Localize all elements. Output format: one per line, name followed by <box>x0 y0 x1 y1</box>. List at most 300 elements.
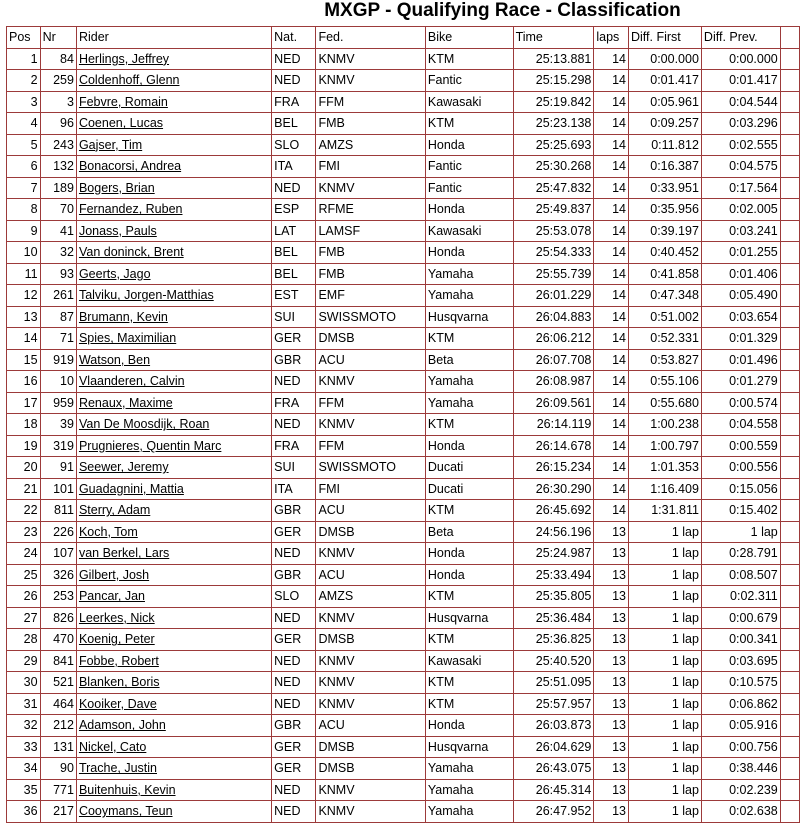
cell-nat: NED <box>272 414 316 436</box>
rider-link[interactable]: Fernandez, Ruben <box>76 199 271 221</box>
cell-diff-prev: 0:03.296 <box>701 113 780 135</box>
cell-pos: 15 <box>7 349 41 371</box>
table-row <box>7 715 800 737</box>
cell-nr: 101 <box>40 478 76 500</box>
cell-bike: Beta <box>425 349 513 371</box>
cell-pos: 26 <box>7 586 41 608</box>
cell-time: 26:15.234 <box>513 457 594 479</box>
table-row <box>7 414 800 436</box>
cell-pos: 11 <box>7 263 41 285</box>
cell-extra <box>780 564 799 586</box>
results-body <box>7 48 800 822</box>
cell-diff-first: 1:31.811 <box>628 500 701 522</box>
cell-laps: 13 <box>594 715 629 737</box>
cell-fed: KNMV <box>316 371 425 393</box>
cell-diff-prev: 0:01.496 <box>701 349 780 371</box>
cell-fed: FFM <box>316 435 425 457</box>
cell-bike: Yamaha <box>425 392 513 414</box>
cell-fed: KNMV <box>316 779 425 801</box>
cell-diff-first: 0:09.257 <box>628 113 701 135</box>
cell-diff-prev: 0:01.406 <box>701 263 780 285</box>
table-row <box>7 758 800 780</box>
rider-link[interactable]: van Berkel, Lars <box>76 543 271 565</box>
cell-diff-first: 1 lap <box>628 543 701 565</box>
cell-diff-prev: 0:15.056 <box>701 478 780 500</box>
cell-nat: SLO <box>272 586 316 608</box>
cell-nat: ITA <box>272 478 316 500</box>
cell-nr: 90 <box>40 758 76 780</box>
cell-nat: BEL <box>272 263 316 285</box>
cell-diff-first: 0:53.827 <box>628 349 701 371</box>
rider-link[interactable]: Koenig, Peter <box>76 629 271 651</box>
table-row <box>7 349 800 371</box>
cell-bike: Yamaha <box>425 263 513 285</box>
cell-diff-prev: 0:00.556 <box>701 457 780 479</box>
cell-fed: SWISSMOTO <box>316 457 425 479</box>
cell-fed: ACU <box>316 500 425 522</box>
cell-diff-prev: 0:01.279 <box>701 371 780 393</box>
table-row <box>7 607 800 629</box>
cell-nat: NED <box>272 779 316 801</box>
cell-pos: 14 <box>7 328 41 350</box>
cell-nr: 959 <box>40 392 76 414</box>
cell-pos: 28 <box>7 629 41 651</box>
header-diff-first: Diff. First <box>628 27 701 49</box>
cell-extra <box>780 478 799 500</box>
rider-link[interactable]: Coenen, Lucas <box>76 113 271 135</box>
cell-diff-prev: 0:02.311 <box>701 586 780 608</box>
table-row <box>7 306 800 328</box>
cell-nat: ESP <box>272 199 316 221</box>
cell-pos: 13 <box>7 306 41 328</box>
table-row <box>7 543 800 565</box>
cell-nr: 243 <box>40 134 76 156</box>
rider-link[interactable]: Kooiker, Dave <box>76 693 271 715</box>
cell-bike: Husqvarna <box>425 607 513 629</box>
cell-nr: 826 <box>40 607 76 629</box>
table-row <box>7 672 800 694</box>
cell-diff-prev: 0:02.239 <box>701 779 780 801</box>
cell-diff-prev: 0:01.255 <box>701 242 780 264</box>
rider-link[interactable]: Watson, Ben <box>76 349 271 371</box>
cell-extra <box>780 177 799 199</box>
cell-nat: NED <box>272 672 316 694</box>
cell-diff-first: 1 lap <box>628 736 701 758</box>
rider-link[interactable]: Van De Moosdijk, Roan <box>76 414 271 436</box>
table-row <box>7 371 800 393</box>
page-title: MXGP - Qualifying Race - Classification <box>324 0 681 21</box>
cell-pos: 3 <box>7 91 41 113</box>
cell-diff-prev: 0:02.638 <box>701 801 780 823</box>
rider-link[interactable]: Renaux, Maxime <box>76 392 271 414</box>
cell-time: 26:04.883 <box>513 306 594 328</box>
cell-fed: ACU <box>316 564 425 586</box>
cell-diff-prev: 0:02.555 <box>701 134 780 156</box>
cell-laps: 14 <box>594 113 629 135</box>
header-fed: Fed. <box>316 27 425 49</box>
rider-link[interactable]: Coldenhoff, Glenn <box>76 70 271 92</box>
cell-extra <box>780 371 799 393</box>
cell-diff-prev: 0:28.791 <box>701 543 780 565</box>
cell-diff-first: 0:51.002 <box>628 306 701 328</box>
cell-diff-first: 1 lap <box>628 607 701 629</box>
cell-nat: NED <box>272 693 316 715</box>
header-laps: laps <box>594 27 629 49</box>
cell-laps: 13 <box>594 521 629 543</box>
rider-link[interactable]: Talviku, Jorgen-Matthias <box>76 285 271 307</box>
cell-nat: FRA <box>272 392 316 414</box>
cell-diff-prev: 0:05.916 <box>701 715 780 737</box>
rider-link[interactable]: Jonass, Pauls <box>76 220 271 242</box>
cell-bike: Fantic <box>425 177 513 199</box>
cell-time: 26:30.290 <box>513 478 594 500</box>
cell-extra <box>780 650 799 672</box>
cell-nr: 132 <box>40 156 76 178</box>
cell-extra <box>780 242 799 264</box>
cell-time: 25:23.138 <box>513 113 594 135</box>
rider-link[interactable]: Guadagnini, Mattia <box>76 478 271 500</box>
cell-nat: SUI <box>272 306 316 328</box>
cell-extra <box>780 220 799 242</box>
cell-diff-first: 0:00.000 <box>628 48 701 70</box>
cell-pos: 34 <box>7 758 41 780</box>
header-pos: Pos <box>7 27 41 49</box>
cell-time: 26:14.678 <box>513 435 594 457</box>
cell-laps: 14 <box>594 199 629 221</box>
table-row <box>7 48 800 70</box>
cell-time: 26:47.952 <box>513 801 594 823</box>
cell-pos: 27 <box>7 607 41 629</box>
cell-nat: GBR <box>272 500 316 522</box>
cell-bike: Kawasaki <box>425 220 513 242</box>
cell-nat: GBR <box>272 715 316 737</box>
cell-nat: GER <box>272 736 316 758</box>
cell-fed: RFME <box>316 199 425 221</box>
cell-fed: DMSB <box>316 629 425 651</box>
cell-diff-prev: 0:00.756 <box>701 736 780 758</box>
cell-diff-first: 0:52.331 <box>628 328 701 350</box>
cell-nr: 811 <box>40 500 76 522</box>
cell-diff-prev: 0:03.654 <box>701 306 780 328</box>
rider-link[interactable]: Gilbert, Josh <box>76 564 271 586</box>
cell-pos: 21 <box>7 478 41 500</box>
rider-link[interactable]: Leerkes, Nick <box>76 607 271 629</box>
cell-fed: ACU <box>316 715 425 737</box>
cell-nat: GBR <box>272 564 316 586</box>
cell-fed: DMSB <box>316 758 425 780</box>
rider-link[interactable]: Cooymans, Teun <box>76 801 271 823</box>
rider-link[interactable]: Gajser, Tim <box>76 134 271 156</box>
cell-nr: 521 <box>40 672 76 694</box>
cell-diff-prev: 0:00.679 <box>701 607 780 629</box>
cell-nr: 319 <box>40 435 76 457</box>
table-row <box>7 478 800 500</box>
rider-link[interactable]: Trache, Justin <box>76 758 271 780</box>
cell-bike: Honda <box>425 715 513 737</box>
rider-link[interactable]: Nickel, Cato <box>76 736 271 758</box>
cell-extra <box>780 328 799 350</box>
table-row <box>7 113 800 135</box>
cell-nr: 470 <box>40 629 76 651</box>
cell-diff-first: 1 lap <box>628 801 701 823</box>
cell-extra <box>780 736 799 758</box>
cell-nr: 464 <box>40 693 76 715</box>
cell-bike: Ducati <box>425 457 513 479</box>
cell-extra <box>780 672 799 694</box>
cell-laps: 14 <box>594 414 629 436</box>
table-row <box>7 199 800 221</box>
cell-laps: 14 <box>594 177 629 199</box>
cell-time: 26:14.119 <box>513 414 594 436</box>
cell-laps: 14 <box>594 371 629 393</box>
rider-link[interactable]: Adamson, John <box>76 715 271 737</box>
cell-diff-first: 0:55.106 <box>628 371 701 393</box>
cell-bike: Husqvarna <box>425 736 513 758</box>
cell-diff-prev: 0:08.507 <box>701 564 780 586</box>
cell-extra <box>780 693 799 715</box>
cell-nat: NED <box>272 48 316 70</box>
cell-extra <box>780 435 799 457</box>
cell-extra <box>780 91 799 113</box>
cell-fed: AMZS <box>316 134 425 156</box>
cell-pos: 1 <box>7 48 41 70</box>
cell-laps: 14 <box>594 392 629 414</box>
cell-time: 25:55.739 <box>513 263 594 285</box>
rider-link[interactable]: Bonacorsi, Andrea <box>76 156 271 178</box>
cell-diff-first: 0:05.961 <box>628 91 701 113</box>
cell-bike: Fantic <box>425 70 513 92</box>
cell-bike: Yamaha <box>425 285 513 307</box>
cell-fed: EMF <box>316 285 425 307</box>
cell-laps: 13 <box>594 586 629 608</box>
cell-bike: Yamaha <box>425 371 513 393</box>
cell-fed: FMB <box>316 113 425 135</box>
cell-fed: KNMV <box>316 177 425 199</box>
table-row <box>7 70 800 92</box>
cell-pos: 9 <box>7 220 41 242</box>
rider-link[interactable]: Koch, Tom <box>76 521 271 543</box>
cell-extra <box>780 779 799 801</box>
cell-fed: FFM <box>316 91 425 113</box>
cell-time: 25:49.837 <box>513 199 594 221</box>
cell-diff-prev: 0:00.559 <box>701 435 780 457</box>
cell-time: 25:54.333 <box>513 242 594 264</box>
table-row <box>7 629 800 651</box>
cell-nat: GER <box>272 328 316 350</box>
cell-time: 26:04.629 <box>513 736 594 758</box>
cell-diff-first: 0:39.197 <box>628 220 701 242</box>
cell-nr: 3 <box>40 91 76 113</box>
cell-time: 25:53.078 <box>513 220 594 242</box>
rider-link[interactable]: Van doninck, Brent <box>76 242 271 264</box>
cell-time: 26:07.708 <box>513 349 594 371</box>
cell-extra <box>780 521 799 543</box>
cell-diff-prev: 0:04.544 <box>701 91 780 113</box>
table-row <box>7 263 800 285</box>
rider-link[interactable]: Vlaanderen, Calvin <box>76 371 271 393</box>
cell-bike: Honda <box>425 564 513 586</box>
cell-pos: 16 <box>7 371 41 393</box>
rider-link[interactable]: Prugnieres, Quentin Marc <box>76 435 271 457</box>
cell-nat: SUI <box>272 457 316 479</box>
rider-link[interactable]: Pancar, Jan <box>76 586 271 608</box>
rider-link[interactable]: Herlings, Jeffrey <box>76 48 271 70</box>
cell-time: 26:45.692 <box>513 500 594 522</box>
cell-time: 25:30.268 <box>513 156 594 178</box>
cell-laps: 14 <box>594 156 629 178</box>
cell-bike: Fantic <box>425 156 513 178</box>
cell-nr: 217 <box>40 801 76 823</box>
cell-diff-first: 1 lap <box>628 779 701 801</box>
cell-nr: 259 <box>40 70 76 92</box>
cell-nr: 212 <box>40 715 76 737</box>
table-row <box>7 564 800 586</box>
cell-diff-first: 1 lap <box>628 672 701 694</box>
cell-laps: 14 <box>594 478 629 500</box>
table-row <box>7 650 800 672</box>
table-row <box>7 177 800 199</box>
cell-extra <box>780 306 799 328</box>
header-time: Time <box>513 27 594 49</box>
cell-time: 26:45.314 <box>513 779 594 801</box>
rider-link[interactable]: Spies, Maximilian <box>76 328 271 350</box>
cell-pos: 10 <box>7 242 41 264</box>
cell-nat: GER <box>272 521 316 543</box>
cell-diff-prev: 0:00.341 <box>701 629 780 651</box>
rider-link[interactable]: Brumann, Kevin <box>76 306 271 328</box>
cell-nat: LAT <box>272 220 316 242</box>
cell-pos: 33 <box>7 736 41 758</box>
cell-diff-first: 1 lap <box>628 521 701 543</box>
cell-bike: Honda <box>425 242 513 264</box>
cell-time: 25:47.832 <box>513 177 594 199</box>
cell-nat: ITA <box>272 156 316 178</box>
cell-fed: FMI <box>316 156 425 178</box>
cell-pos: 23 <box>7 521 41 543</box>
cell-laps: 14 <box>594 134 629 156</box>
cell-diff-prev: 0:02.005 <box>701 199 780 221</box>
cell-fed: KNMV <box>316 693 425 715</box>
cell-fed: DMSB <box>316 736 425 758</box>
table-row <box>7 220 800 242</box>
rider-link[interactable]: Blanken, Boris <box>76 672 271 694</box>
cell-pos: 32 <box>7 715 41 737</box>
rider-link[interactable]: Buitenhuis, Kevin <box>76 779 271 801</box>
cell-bike: KTM <box>425 629 513 651</box>
table-row <box>7 457 800 479</box>
cell-pos: 5 <box>7 134 41 156</box>
cell-bike: Honda <box>425 543 513 565</box>
cell-diff-prev: 0:05.490 <box>701 285 780 307</box>
cell-nr: 84 <box>40 48 76 70</box>
cell-laps: 14 <box>594 328 629 350</box>
cell-time: 26:08.987 <box>513 371 594 393</box>
cell-diff-first: 1:00.238 <box>628 414 701 436</box>
cell-diff-first: 0:47.348 <box>628 285 701 307</box>
cell-nat: NED <box>272 607 316 629</box>
cell-bike: Honda <box>425 199 513 221</box>
cell-pos: 2 <box>7 70 41 92</box>
cell-diff-first: 1 lap <box>628 758 701 780</box>
cell-diff-first: 0:40.452 <box>628 242 701 264</box>
cell-diff-prev: 0:01.329 <box>701 328 780 350</box>
cell-laps: 13 <box>594 693 629 715</box>
table-row <box>7 134 800 156</box>
rider-link[interactable]: Fobbe, Robert <box>76 650 271 672</box>
table-row <box>7 435 800 457</box>
cell-extra <box>780 392 799 414</box>
cell-nat: GER <box>272 758 316 780</box>
cell-diff-prev: 1 lap <box>701 521 780 543</box>
cell-bike: Kawasaki <box>425 91 513 113</box>
cell-pos: 7 <box>7 177 41 199</box>
cell-diff-prev: 0:03.241 <box>701 220 780 242</box>
cell-nat: NED <box>272 650 316 672</box>
cell-nr: 71 <box>40 328 76 350</box>
cell-nr: 253 <box>40 586 76 608</box>
cell-diff-prev: 0:06.862 <box>701 693 780 715</box>
header-rider: Rider <box>76 27 271 49</box>
cell-diff-first: 1 lap <box>628 564 701 586</box>
table-row <box>7 521 800 543</box>
cell-pos: 6 <box>7 156 41 178</box>
rider-link[interactable]: Seewer, Jeremy <box>76 457 271 479</box>
cell-bike: Kawasaki <box>425 650 513 672</box>
cell-pos: 36 <box>7 801 41 823</box>
cell-extra <box>780 70 799 92</box>
cell-pos: 31 <box>7 693 41 715</box>
rider-link[interactable]: Geerts, Jago <box>76 263 271 285</box>
cell-laps: 14 <box>594 500 629 522</box>
cell-nr: 87 <box>40 306 76 328</box>
table-row <box>7 242 800 264</box>
cell-nat: GER <box>272 629 316 651</box>
cell-nr: 39 <box>40 414 76 436</box>
cell-bike: KTM <box>425 500 513 522</box>
cell-diff-prev: 0:38.446 <box>701 758 780 780</box>
cell-nr: 107 <box>40 543 76 565</box>
rider-link[interactable]: Sterry, Adam <box>76 500 271 522</box>
cell-fed: LAMSF <box>316 220 425 242</box>
cell-diff-first: 0:16.387 <box>628 156 701 178</box>
table-row <box>7 693 800 715</box>
cell-nat: NED <box>272 177 316 199</box>
cell-extra <box>780 457 799 479</box>
rider-link[interactable]: Bogers, Brian <box>76 177 271 199</box>
cell-fed: KNMV <box>316 70 425 92</box>
cell-time: 25:33.494 <box>513 564 594 586</box>
cell-diff-prev: 0:00.000 <box>701 48 780 70</box>
cell-extra <box>780 156 799 178</box>
cell-fed: FFM <box>316 392 425 414</box>
cell-laps: 13 <box>594 564 629 586</box>
table-row <box>7 736 800 758</box>
cell-time: 25:40.520 <box>513 650 594 672</box>
cell-laps: 13 <box>594 543 629 565</box>
cell-nr: 41 <box>40 220 76 242</box>
cell-fed: KNMV <box>316 650 425 672</box>
cell-nr: 771 <box>40 779 76 801</box>
header-nr: Nr <box>40 27 76 49</box>
cell-diff-first: 0:35.956 <box>628 199 701 221</box>
cell-nat: NED <box>272 801 316 823</box>
cell-diff-first: 0:55.680 <box>628 392 701 414</box>
cell-diff-prev: 0:00.574 <box>701 392 780 414</box>
cell-fed: DMSB <box>316 521 425 543</box>
cell-laps: 13 <box>594 650 629 672</box>
cell-extra <box>780 586 799 608</box>
rider-link[interactable]: Febvre, Romain <box>76 91 271 113</box>
